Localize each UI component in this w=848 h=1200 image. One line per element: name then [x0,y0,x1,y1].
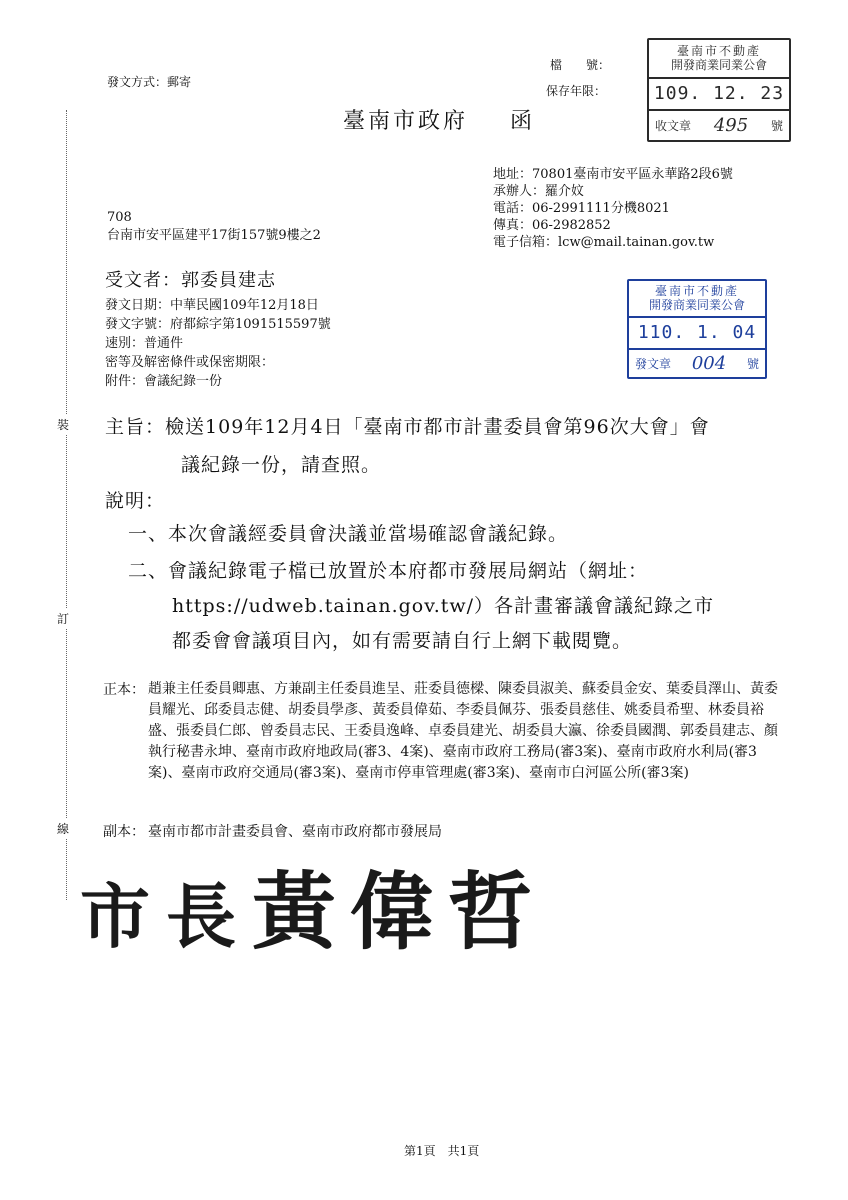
sender-fax: 傳真：06-2982852 [493,218,611,233]
explanation-item-2-line-3: 都委會會議項目內，如有需要請自行上網下載閱覽。 [172,630,633,652]
sent-stamp-org-line2: 開發商業同業公會 [648,298,745,313]
explanation-item-2-line-2: https://udweb.tainan.gov.tw/）各計畫審議會議紀錄之市 [172,595,715,617]
doc-attachment: 附件：會議紀錄一份 [105,374,223,389]
doc-title-org: 臺南市政府 [343,109,469,134]
sent-stamp-suffix: 號 [746,357,759,372]
sender-phone: 電話：06-2991111分機8021 [493,201,670,216]
subject-text-1: 檢送109年12月4日「臺南市都市計畫委員會第96次大會」會 [165,416,710,438]
distribution-copy-label: 副本： [103,824,145,840]
send-method: 發文方式：郵寄 [107,75,192,89]
doc-speed: 速別：普通件 [105,336,184,351]
binding-mark-middle: 訂 [57,608,69,629]
doc-meta [105,296,331,391]
doc-security: 密等及解密條件或保密期限： [105,355,275,370]
recipient-street: 台南市安平區建平17街157號9樓之2 [107,228,321,243]
explanation-item-1: 一、本次會議經委員會決議並當場確認會議紀錄。 [128,523,569,545]
explanation-label: 說明： [105,490,166,512]
received-stamp-label: 收文章 [655,119,692,134]
subject-label: 主旨： [105,416,166,438]
distribution-main-label: 正本： [103,682,145,698]
binding-mark-bottom: 線 [57,818,69,839]
doc-title-type: 函 [510,109,536,134]
mayor-title: 市長 [80,875,252,958]
sent-stamp-label: 發文章 [635,357,672,372]
recipient-address [107,209,321,245]
doc-title [343,104,535,135]
recipient-postal-code: 708 [107,210,132,225]
received-stamp-date: 109. 12. 23 [653,83,785,105]
sent-stamp-number: 004 [691,353,727,375]
binding-mark-top: 裝 [57,414,69,435]
mayor-name: 黃偉哲 [252,862,547,961]
received-stamp-number: 495 [713,115,749,137]
subject-line-2: 議紀錄一份，請查照。 [181,454,382,476]
doc-date: 發文日期：中華民國109年12月18日 [105,298,319,313]
subject-line-1 [105,412,710,439]
received-stamp-org-line1: 臺南市不動產 [676,44,761,59]
file-no-label: 檔 號： [550,58,611,72]
explanation-item-2-line-1: 二、會議紀錄電子檔已放置於本府都市發展局網站（網址： [128,560,649,582]
sender-email: 電子信箱：lcw@mail.tainan.gov.tw [493,235,715,250]
sent-stamp-org-line1: 臺南市不動產 [654,284,739,299]
received-stamp-suffix: 號 [770,119,783,134]
mayor-signature [80,845,546,966]
recipient-name: 受文者：郭委員建志 [105,270,276,291]
sender-contact [493,166,733,251]
binding-line [66,110,67,900]
sent-stamp-date: 110. 1. 04 [637,322,757,344]
page-indicator: 第1頁 共1頁 [404,1144,480,1158]
sent-stamp [627,279,767,379]
distribution-main-text: 趙兼主任委員卿惠、方兼副主任委員進呈、莊委員德樑、陳委員淑美、蘇委員金安、葉委員澤山、黃委員耀光、邱委員志健、胡委員學彥、黃委員偉茹、李委員佩芬、張委員慈佳、姚委員希聖、林委員裕盛、張委員仁郎、曾委員志民、王委員逸峰、卓委員建光、胡委員大瀛、徐委員國潤、郭委員建志、顏執行秘書永坤、臺南市政府地政局(審3、4案)、臺南市政府工務局(審3案)、臺南市政府水利局(審3案)、臺南市政府交通局(審3案)、臺南市停車管理處(審3案)、臺南市白河區公所(審3案) [148,681,778,781]
sender-address: 地址：70801臺南市安平區永華路2段6號 [493,167,733,182]
retention-label: 保存年限： [546,84,607,98]
doc-number: 發文字號：府都綜字第1091515597號 [105,317,331,332]
sender-handler: 承辦人：羅介妏 [493,184,585,199]
received-stamp [647,38,791,142]
received-stamp-org-line2: 開發商業同業公會 [670,58,767,73]
distribution-copy-text: 臺南市都市計畫委員會、臺南市政府都市發展局 [148,824,442,840]
